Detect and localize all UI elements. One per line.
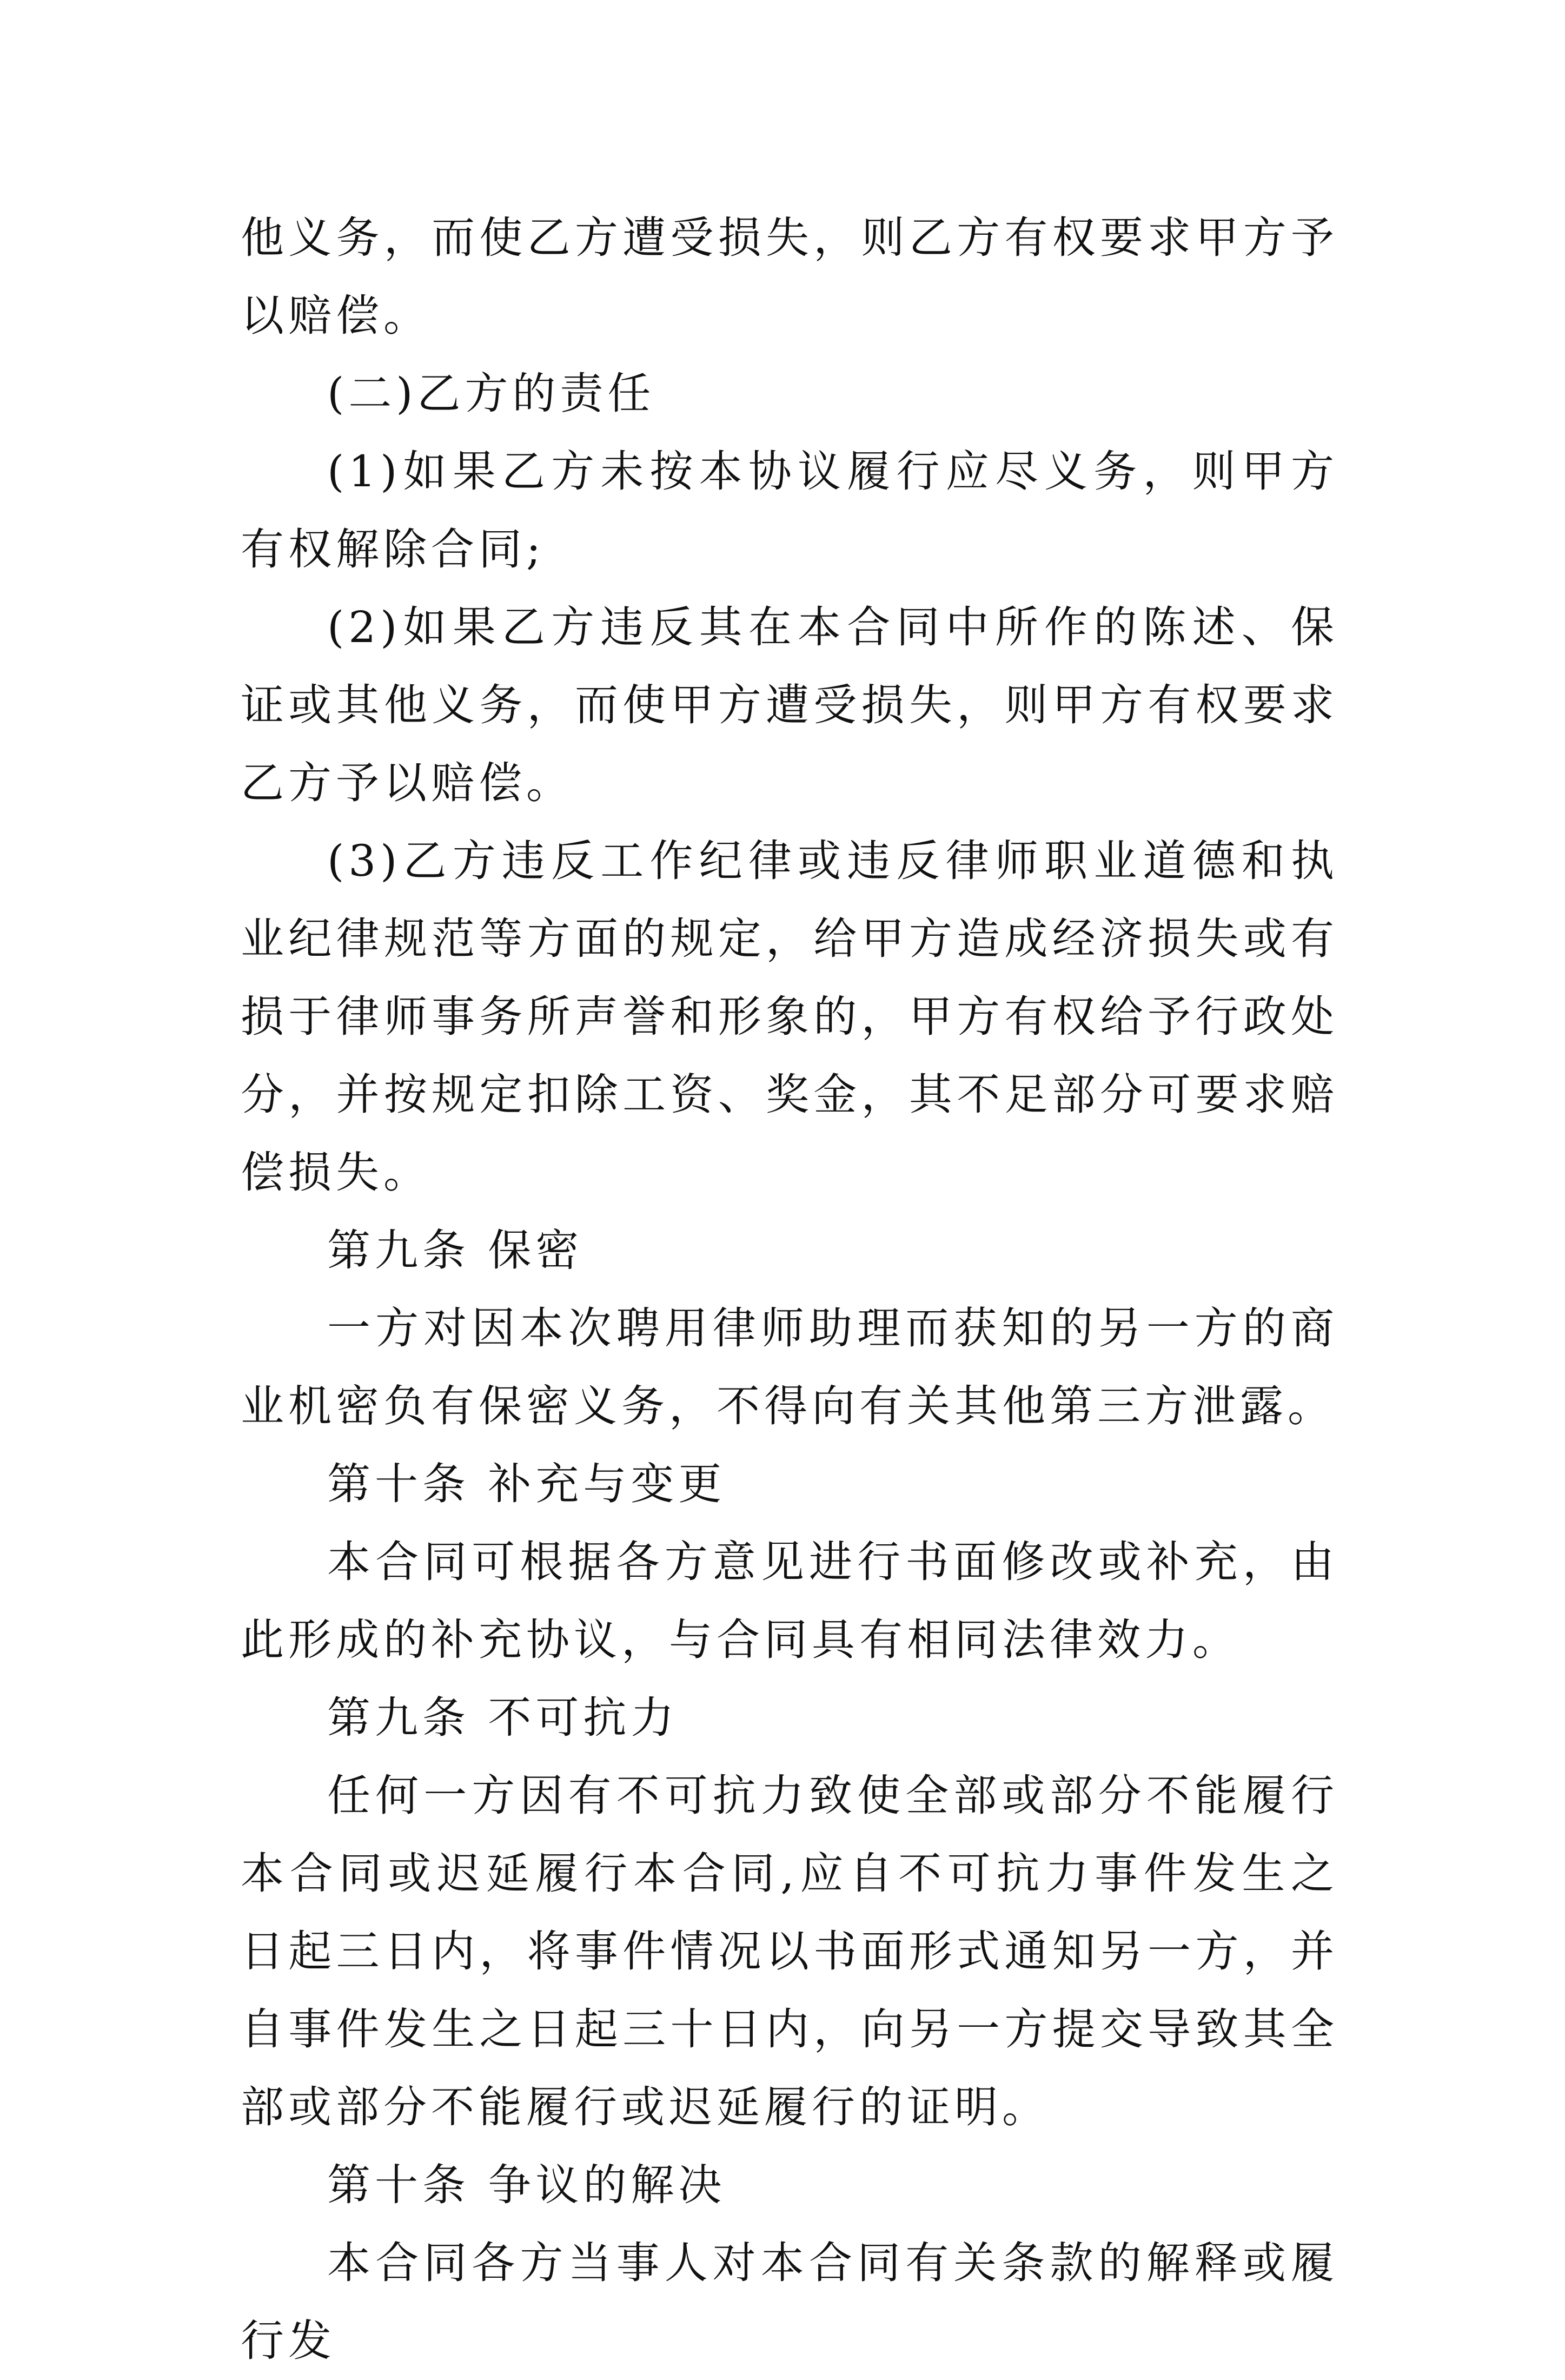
article-heading-force-majeure: 第九条 不可抗力	[327, 1693, 679, 1743]
paragraph-item-2: (2)如果乙方违反其在本合同中所作的陈述、保证或其他义务，而使甲方遭受损失，则甲方有权要求乙方予以赔偿。	[241, 602, 1338, 808]
paragraph-force-majeure: 任何一方因有不可抗力致使全部或部分不能履行本合同或迟延履行本合同,应自不可抗力事件发生之日起三日内，将事件情况以书面形式通知另一方，并自事件发生之日起三十日内，向另一方提交导致其全部或部分不能履行或迟延履行的证明。	[241, 1770, 1338, 2132]
article-heading-confidentiality: 第九条 保密	[327, 1225, 583, 1275]
document-body	[241, 199, 1338, 2380]
paragraph-item-3: (3)乙方违反工作纪律或违反律师职业道德和执业纪律规范等方面的规定，给甲方造成经济损失或有损于律师事务所声誉和形象的，甲方有权给予行政处分，并按规定扣除工资、奖金，其不足部分可要求赔偿损失。	[241, 836, 1338, 1198]
article-heading-amendment: 第十条 补充与变更	[327, 1459, 726, 1509]
article-heading-dispute-resolution: 第十条 争议的解决	[327, 2160, 726, 2210]
paragraph-item-1: (1)如果乙方未按本协议履行应尽义务，则甲方有权解除合同;	[241, 446, 1338, 574]
paragraph-heading-party-b-liability: (二)乙方的责任	[327, 368, 655, 419]
paragraph-continued-obligations: 他义务，而使乙方遭受损失，则乙方有权要求甲方予以赔偿。	[241, 213, 1338, 341]
paragraph-amendment: 本合同可根据各方意见进行书面修改或补充，由此形成的补充协议，与合同具有相同法律效力。	[241, 1537, 1338, 1665]
paragraph-dispute-resolution: 本合同各方当事人对本合同有关条款的解释或履行发	[241, 2238, 1338, 2366]
paragraph-confidentiality: 一方对因本次聘用律师助理而获知的另一方的商业机密负有保密义务，不得向有关其他第三方泄露。	[241, 1303, 1338, 1431]
